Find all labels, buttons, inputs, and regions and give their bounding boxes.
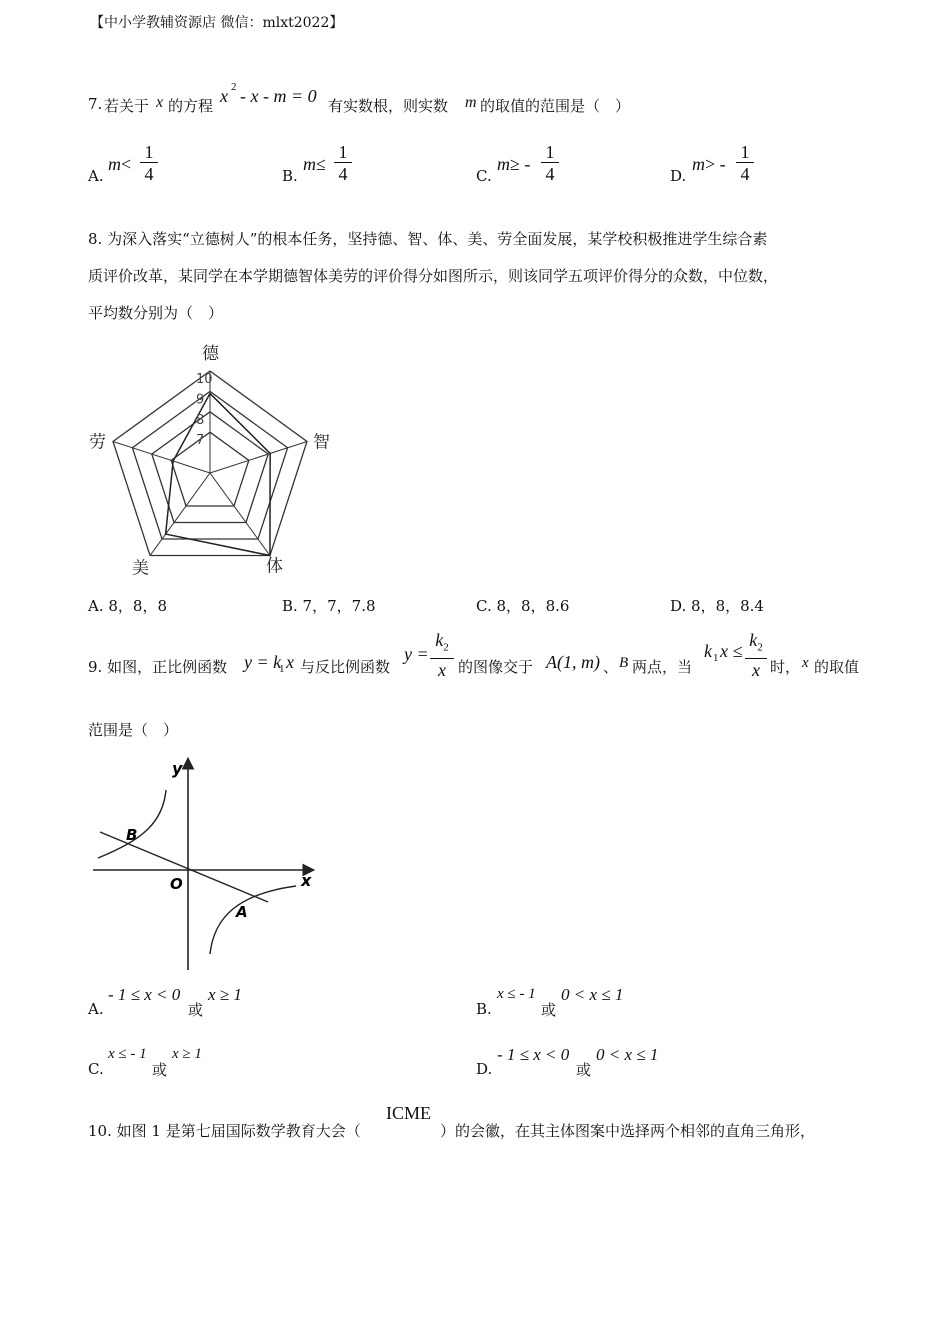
q8-option-b[interactable]: B. 7，7，7.8 bbox=[282, 597, 376, 615]
option-or: 或 bbox=[576, 1061, 592, 1079]
option-fraction: $\frac{1}{4}$ bbox=[736, 142, 754, 185]
x-axis-label: x bbox=[301, 871, 312, 890]
q9-mid1: 与反比例函数 bbox=[300, 658, 391, 676]
option-right: x ≥ 1 bbox=[172, 1046, 202, 1062]
option-label: C. bbox=[476, 167, 492, 185]
q9-x-var: x bbox=[802, 655, 809, 671]
radar-axis-label: 德 bbox=[202, 344, 219, 364]
radar-axis-label: 体 bbox=[265, 556, 283, 577]
q10-icme: ICME bbox=[386, 1103, 431, 1123]
radar-spoke bbox=[210, 441, 307, 473]
option-left: x ≤ - 1 bbox=[108, 1046, 147, 1062]
q7-suffix1: 有实数根，则实数 bbox=[328, 97, 449, 115]
q7-var-x: x bbox=[156, 94, 164, 111]
q9-frac-y: y = bbox=[404, 644, 429, 664]
q7-equation-rest: - x - m = 0 bbox=[240, 86, 317, 106]
option-left: x ≤ - 1 bbox=[497, 986, 536, 1002]
radar-spoke bbox=[210, 473, 270, 556]
option-or: 或 bbox=[152, 1061, 168, 1079]
q8-option-c[interactable]: C. 8，8，8.6 bbox=[476, 597, 570, 615]
option-rel: ≥ - bbox=[510, 154, 531, 174]
radar-spoke bbox=[150, 473, 210, 556]
option-fraction: $\frac{1}{4}$ bbox=[140, 142, 158, 185]
q9-mid4: 两点，当 bbox=[632, 658, 693, 676]
q8-option-a[interactable]: A. 8，8，8 bbox=[88, 597, 167, 615]
option-label: D. bbox=[670, 167, 687, 185]
option-or: 或 bbox=[188, 1001, 204, 1019]
radar-axis-label: 美 bbox=[132, 558, 150, 579]
q9-cond-k: k bbox=[704, 641, 712, 661]
radar-ring-label: 10 bbox=[196, 372, 213, 387]
q7-equation-sup: 2 bbox=[231, 81, 237, 93]
option-right: 0 < x ≤ 1 bbox=[596, 1045, 659, 1064]
q9-cond-x: x ≤ bbox=[720, 641, 743, 661]
option-var: m bbox=[108, 154, 121, 174]
option-label: C. bbox=[88, 1060, 104, 1078]
option-label: B. bbox=[282, 167, 298, 185]
origin-label: O bbox=[170, 875, 183, 893]
q9-mid5: 时， bbox=[770, 658, 801, 676]
q10-prefix: 10. 如图 1 是第七届国际数学教育大会（ bbox=[88, 1122, 361, 1140]
q9-mid3: 、 bbox=[603, 658, 619, 676]
option-var: m bbox=[692, 154, 705, 174]
q9-mid2: 的图像交于 bbox=[458, 658, 534, 676]
option-or: 或 bbox=[541, 1001, 557, 1019]
point-b-label: B bbox=[126, 826, 138, 844]
option-rel: < bbox=[121, 154, 132, 174]
option-label: A. bbox=[88, 1000, 104, 1018]
radar-axis-label: 智 bbox=[313, 432, 331, 453]
option-var: m bbox=[497, 154, 510, 174]
q7-var-m: m bbox=[465, 94, 477, 111]
q7-prefix: 若关于 bbox=[104, 97, 150, 115]
option-right: x ≥ 1 bbox=[208, 985, 242, 1004]
q9-tail: 的取值 bbox=[814, 658, 860, 676]
q7-number: 7. bbox=[88, 95, 103, 113]
y-axis-label: y bbox=[172, 759, 183, 778]
q7-suffix2: 的取值的范围是（ ） bbox=[480, 97, 631, 115]
option-label: B. bbox=[476, 1000, 492, 1018]
function-graph bbox=[88, 752, 323, 974]
q9-x1: x bbox=[286, 652, 294, 672]
option-left: - 1 ≤ x < 0 bbox=[497, 1045, 570, 1064]
option-label: D. bbox=[476, 1060, 493, 1078]
q9-b: B bbox=[619, 655, 629, 671]
q8-line2: 质评价改革，某同学在本学期德智体美劳的评价得分如图所示，则该同学五项评价得分的众数，中位数， bbox=[88, 267, 779, 285]
q8-option-d[interactable]: D. 8，8，8.4 bbox=[670, 597, 764, 615]
q9-cond-fraction: $\frac{k_2}{x}$ bbox=[745, 630, 767, 681]
q9-cond-sub: 1 bbox=[713, 652, 719, 664]
radar-ring-label: 9 bbox=[196, 392, 205, 408]
option-left: - 1 ≤ x < 0 bbox=[108, 985, 181, 1004]
radar-chart bbox=[85, 335, 345, 580]
radar-axis-label: 劳 bbox=[88, 432, 106, 453]
q9-y-eq: y = k bbox=[244, 652, 282, 672]
option-label: A. bbox=[88, 167, 104, 185]
option-fraction: $\frac{1}{4}$ bbox=[541, 142, 559, 185]
q9-line2: 范围是（ ） bbox=[88, 721, 179, 739]
radar-ring-label: 8 bbox=[196, 412, 205, 428]
q7-mid: 的方程 bbox=[168, 97, 214, 115]
option-rel: ≤ bbox=[316, 154, 326, 174]
point-a-label: A bbox=[236, 903, 248, 921]
radar-ring-label: 7 bbox=[196, 433, 205, 449]
hyperbola-left bbox=[98, 790, 166, 858]
option-var: m bbox=[303, 154, 316, 174]
q10-suffix: ）的会徽，在其主体图案中选择两个相邻的直角三角形， bbox=[440, 1122, 816, 1140]
option-rel: > - bbox=[705, 154, 726, 174]
q8-line1: 8. 为深入落实“立德树人”的根本任务，坚持德、智、体、美、劳全面发展，某学校积极推进学生综合素 bbox=[88, 230, 768, 248]
option-right: 0 < x ≤ 1 bbox=[561, 985, 624, 1004]
q9-prefix: 9. 如图，正比例函数 bbox=[88, 658, 228, 676]
q8-line3: 平均数分别为（ ） bbox=[88, 304, 224, 322]
header-text: 【中小学教辅资源店 微信：mlxt2022】 bbox=[90, 15, 344, 31]
q9-fraction: $\frac{k_2}{x}$ bbox=[430, 630, 454, 681]
q9-sub1: 1 bbox=[279, 663, 285, 675]
q9-point-a: A(1, m) bbox=[546, 652, 600, 672]
q7-equation-x: x bbox=[220, 86, 228, 106]
option-fraction: $\frac{1}{4}$ bbox=[334, 142, 352, 185]
